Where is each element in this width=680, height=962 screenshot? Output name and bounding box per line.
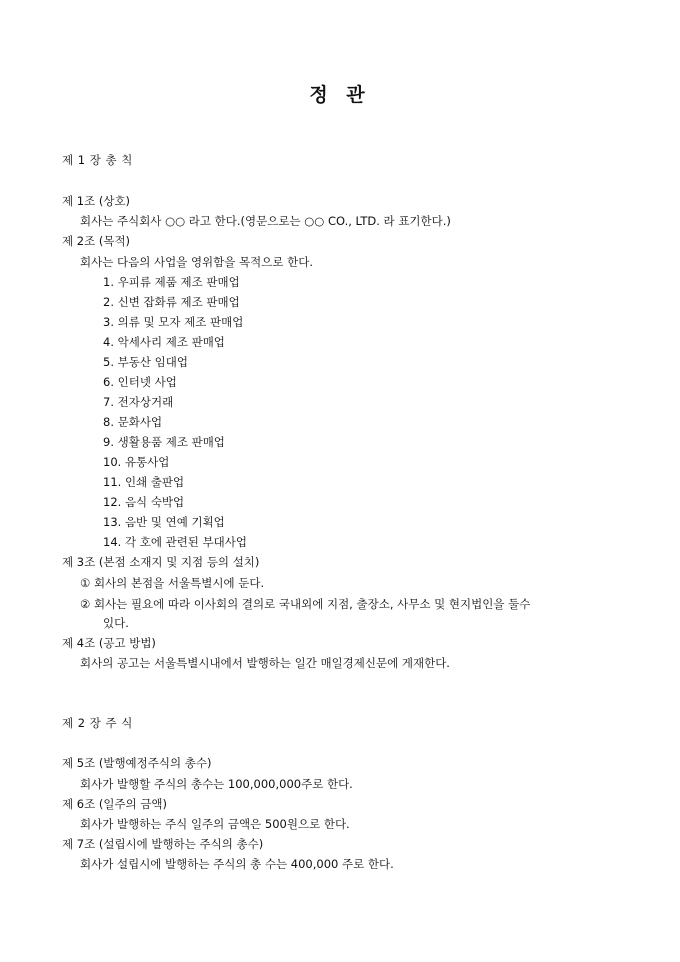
article-heading: 제 3조 (본점 소재지 및 지점 등의 설치) bbox=[62, 555, 260, 569]
list-item: 9. 생활용품 제조 판매업 bbox=[103, 435, 225, 449]
article-heading: 제 2조 (목적) bbox=[62, 234, 131, 248]
list-item: 10. 유통사업 bbox=[103, 455, 170, 469]
article-heading: 제 6조 (일주의 금액) bbox=[62, 797, 168, 811]
chapter-heading: 제 2 장 주 식 bbox=[62, 716, 133, 730]
list-item: 11. 인쇄 출판업 bbox=[103, 475, 185, 489]
list-item: 6. 인터넷 사업 bbox=[103, 375, 177, 389]
article-text: 회사의 공고는 서울특별시내에서 발행하는 일간 매일경제신문에 게재한다. bbox=[80, 656, 450, 670]
clause-continuation: 있다. bbox=[103, 616, 129, 630]
list-item: 3. 의류 및 모자 제조 판매업 bbox=[103, 315, 244, 329]
article-heading: 제 5조 (발행예정주식의 총수) bbox=[62, 756, 212, 770]
clause: ② 회사는 필요에 따라 이사회의 결의로 국내외에 지점, 출장소, 사무소 및 현지법인을 둘수 bbox=[80, 597, 531, 611]
article-text: 회사는 주식회사 ○○ 라고 한다.(영문으로는 ○○ CO., LTD. 라 표기한다.) bbox=[80, 214, 451, 228]
article-heading: 제 7조 (설립시에 발행하는 주식의 총수) bbox=[62, 837, 264, 851]
list-item: 8. 문화사업 bbox=[103, 415, 163, 429]
list-item: 14. 각 호에 관련된 부대사업 bbox=[103, 535, 247, 549]
list-item: 13. 음반 및 연예 기획업 bbox=[103, 515, 225, 529]
list-item: 2. 신변 잡화류 제조 판매업 bbox=[103, 295, 240, 309]
article-heading: 제 4조 (공고 방법) bbox=[62, 636, 156, 650]
list-item: 4. 악세사리 제조 판매업 bbox=[103, 335, 225, 349]
chapter-heading: 제 1 장 총 칙 bbox=[62, 153, 133, 167]
article-text: 회사가 발행하는 주식 일주의 금액은 500원으로 한다. bbox=[80, 817, 350, 831]
list-item: 7. 전자상거래 bbox=[103, 395, 174, 409]
list-item: 5. 부동산 임대업 bbox=[103, 355, 188, 369]
article-text: 회사가 설립시에 발행하는 주식의 총 수는 400,000 주로 한다. bbox=[80, 857, 394, 871]
list-item: 1. 우피류 제품 제조 판매업 bbox=[103, 275, 240, 289]
clause: ① 회사의 본점을 서울특별시에 둔다. bbox=[80, 576, 265, 590]
article-text: 회사가 발행할 주식의 총수는 100,000,000주로 한다. bbox=[80, 777, 353, 791]
article-text: 회사는 다음의 사업을 영위함을 목적으로 한다. bbox=[80, 255, 314, 269]
article-heading: 제 1조 (상호) bbox=[62, 194, 131, 208]
list-item: 12. 음식 숙박업 bbox=[103, 495, 185, 509]
document-title: 정 관 bbox=[309, 84, 371, 106]
